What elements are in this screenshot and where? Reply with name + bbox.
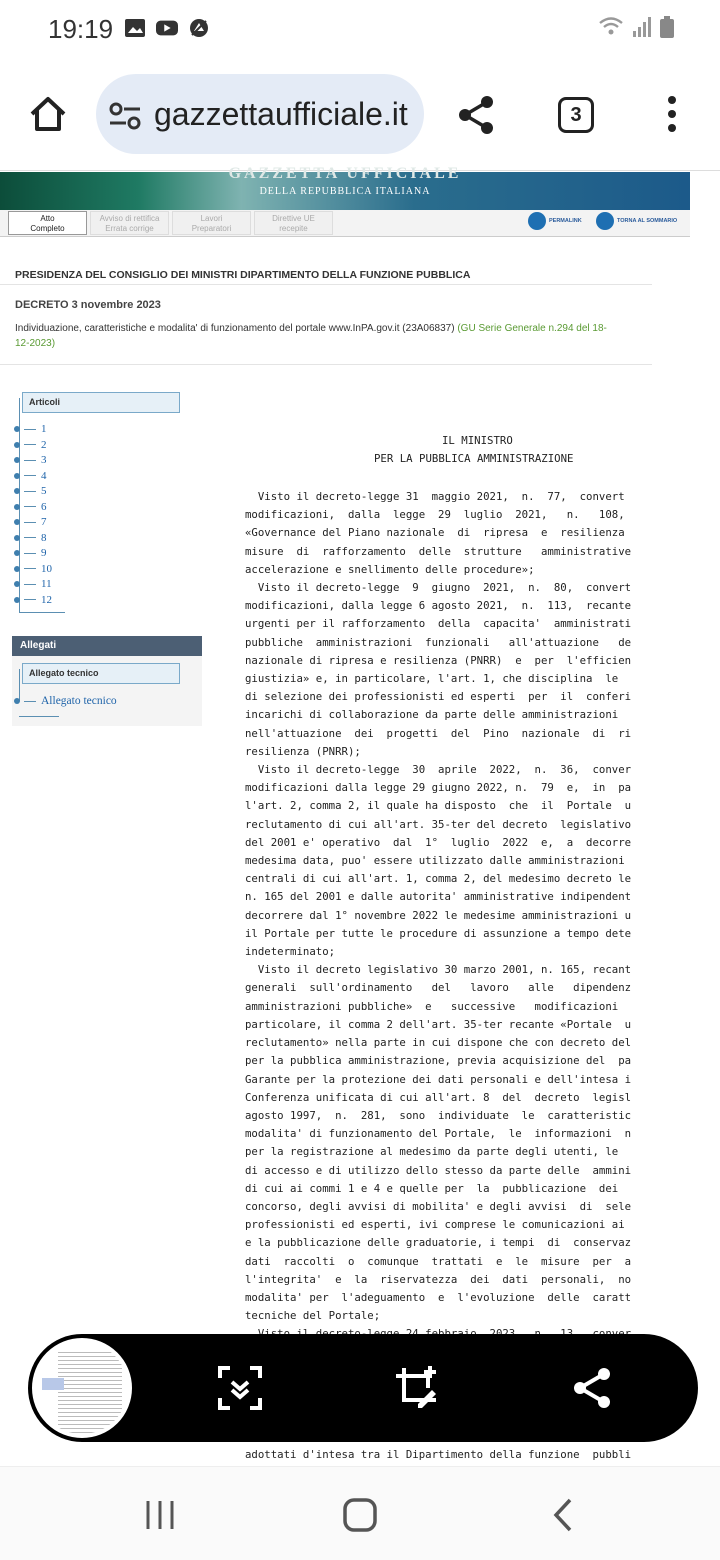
document-line: giustizia» e, in particolare, l'art. 1, che disciplina le	[245, 672, 619, 686]
url-text: gazzettaufficiale.it	[154, 96, 408, 132]
document-line: particolare, il comma 2 dell'art. 35-ter recante «Portale u	[245, 1017, 632, 1031]
document-line: medesima data, puo' essere utilizzato dalle amministrazioni	[245, 854, 625, 868]
document-line: amministrazioni pubbliche» e successive modificazioni	[245, 999, 619, 1013]
articoli-header: Articoli	[22, 392, 180, 413]
document-line: decorrere dal 1° novembre 2022 le medesime amministrazioni u	[245, 908, 632, 922]
signal-icon	[632, 16, 652, 38]
torna-sommario-link[interactable]: TORNA AL SOMMARIO	[596, 212, 677, 230]
document-heading: IL MINISTRO	[442, 434, 513, 447]
scroll-capture-icon[interactable]	[216, 1364, 264, 1412]
recent-apps-icon[interactable]	[142, 1497, 178, 1533]
atto-completo-button[interactable]: Atto Completo	[8, 211, 87, 235]
article-link[interactable]: 8	[14, 532, 47, 544]
article-link[interactable]: 10	[14, 563, 52, 575]
masthead-title: GAZZETTA UFFICIALE	[228, 165, 462, 182]
document-line: agosto 1997, n. 281, sono individuate le caratteristic	[245, 1108, 632, 1122]
document-line: «Governance del Piano nazionale di ripresa e resilienza	[245, 526, 625, 540]
document-line: Visto il decreto-legge 9 giugno 2021, n. 80, convert	[245, 581, 632, 595]
document-line: modalita' di funzionamento del Portale, le informazioni n	[245, 1127, 632, 1141]
article-link[interactable]: 12	[14, 594, 52, 606]
article-link[interactable]: 3	[14, 454, 47, 466]
more-options-icon[interactable]	[668, 96, 678, 132]
youtube-icon	[156, 18, 178, 38]
separator	[0, 364, 652, 365]
clock: 19:19	[48, 14, 114, 44]
article-link[interactable]: 4	[14, 470, 47, 482]
tree-line	[19, 612, 65, 613]
document-line: Visto il decreto legislativo 30 marzo 2001, n. 165, recant	[245, 963, 632, 977]
document-line: Garante per la protezione dei dati personali e dell'intesa i	[245, 1072, 632, 1086]
address-bar[interactable]	[96, 74, 424, 154]
permalink-link[interactable]: PERMALINK	[528, 212, 582, 230]
crop-edit-icon[interactable]	[392, 1364, 440, 1412]
document-line: n. 165 del 2001 e dalle autorita' amministrative indipendent	[245, 890, 632, 904]
document-line: Conferenza unificata di cui all'art. 8 del decreto legisl	[245, 1090, 632, 1104]
article-link[interactable]: 9	[14, 547, 47, 559]
document-line: centrali di cui all'art. 1, comma 2, del medesimo decreto le	[245, 872, 632, 886]
home-icon[interactable]	[28, 94, 68, 134]
article-link[interactable]: 7	[14, 516, 47, 528]
document-line: e la pubblicazione delle graduatorie, i tempi di conservaz	[245, 1236, 632, 1250]
document-toolbar	[0, 210, 690, 237]
document-line: dati raccolti o comunque trattati e le misure per a	[245, 1254, 632, 1268]
permalink-icon	[528, 212, 546, 230]
document-line: di selezione dei professionisti ed esperti per il conferi	[245, 690, 632, 704]
allegato-tecnico-header: Allegato tecnico	[22, 663, 180, 684]
article-link[interactable]: 2	[14, 439, 47, 451]
gu-reference-link[interactable]: (GU Serie Generale n.294 del 18-12-2023)	[15, 323, 607, 349]
back-to-summary-icon	[596, 212, 614, 230]
decree-title: DECRETO 3 novembre 2023	[15, 299, 161, 311]
document-line: reclutamento» nella parte in cui dispone che con decreto del	[245, 1036, 632, 1050]
document-line: per la registrazione al medesimo da parte degli utenti, le	[245, 1145, 619, 1159]
screenshot-thumbnail[interactable]	[32, 1338, 132, 1438]
document-line: nazionale di ripresa e resilienza (PNRR) e per l'efficien	[245, 653, 632, 667]
system-navigation-bar	[0, 1466, 720, 1560]
document-line: resilienza (PNRR);	[245, 744, 361, 758]
document-line: l'art. 2, comma 2, il quale ha disposto che il Portale u	[245, 799, 632, 813]
document-line: Visto il decreto-legge 30 aprile 2022, n. 36, conver	[245, 763, 632, 777]
masthead-subtitle: DELLA REPUBBLICA ITALIANA	[259, 186, 431, 197]
allegati-panel	[12, 636, 202, 726]
document-line: urgenti per il rafforzamento della capacita' amministrati	[245, 617, 632, 631]
decree-description: Individuazione, caratteristiche e modalita' di funzionamento del portale www.InPA.gov.it (23A06837) (GU Serie Generale n.294 del 18-12-2023)	[15, 323, 607, 349]
document-line: del 2001 e' operativo dal 1° luglio 2022 e, a decorre	[245, 835, 632, 849]
document-line: nell'attuazione dei progetti del Pino nazionale di ri	[245, 726, 632, 740]
article-link[interactable]: 11	[14, 578, 52, 590]
site-settings-icon[interactable]	[108, 101, 142, 131]
document-line: di cui ai commi 1 e 4 e quelle per la pubblicazione dei	[245, 1181, 619, 1195]
lavori-preparatori-button[interactable]: Lavori Preparatori	[172, 211, 251, 235]
share-icon[interactable]	[456, 94, 496, 136]
share-screenshot-icon[interactable]	[568, 1364, 616, 1412]
document-line: modificazioni dalla legge 29 giugno 2022, n. 79 e, in pa	[245, 781, 632, 795]
document-line: modificazioni, dalla legge 29 luglio 2021, n. 108,	[245, 508, 625, 522]
document-subheading: PER LA PUBBLICA AMMINISTRAZIONE	[374, 452, 574, 465]
issuing-body: PRESIDENZA DEL CONSIGLIO DEI MINISTRI DIPARTIMENTO DELLA FUNZIONE PUBBLICA	[15, 269, 471, 281]
document-line: generali sull'ordinamento del lavoro alle dipendenz	[245, 981, 632, 995]
document-line: concorso, degli avvisi di mobilita' e degli avvisi di sele	[245, 1199, 632, 1213]
direttive-ue-button[interactable]: Direttive UE recepite	[254, 211, 333, 235]
document-line: professionisti ed esperti, ivi comprese le comunicazioni ai	[245, 1218, 625, 1232]
document-body	[245, 488, 720, 1368]
document-line: adottati d'intesa tra il Dipartimento della funzione pubbli	[245, 1448, 632, 1461]
document-line: il Portale per tutte le procedure di assunzione a tempo dete	[245, 926, 632, 940]
document-line: tecniche del Portale;	[245, 1309, 381, 1323]
gazzetta-masthead	[0, 165, 690, 210]
gallery-icon	[124, 18, 146, 38]
document-line: indeterminato;	[245, 945, 336, 959]
document-line: incarichi di collaborazione da parte delle amministrazioni	[245, 708, 619, 722]
sync-off-icon	[188, 18, 210, 38]
avviso-rettifica-button[interactable]: Avviso di rettifica Errata corrige	[90, 211, 169, 235]
separator	[0, 284, 652, 285]
document-line: Visto il decreto-legge 31 maggio 2021, n. 77, convert	[245, 490, 625, 503]
document-line: l'integrita' e la riservatezza dei dati personali, no	[245, 1272, 632, 1286]
tree-line	[19, 716, 59, 717]
back-icon[interactable]	[546, 1497, 582, 1533]
document-line: per la pubblica amministrazione, previa acquisizione del pa	[245, 1054, 632, 1068]
battery-icon	[660, 16, 674, 38]
article-link[interactable]: 1	[14, 423, 47, 435]
document-line: modificazioni, dalla legge 6 agosto 2021, n. 113, recante	[245, 599, 632, 613]
document-line: di accesso e di utilizzo dello stesso da parte delle ammini	[245, 1163, 632, 1177]
tab-switcher-button[interactable]: 3	[558, 97, 594, 133]
document-line: modalita' per l'adeguamento e l'evoluzione delle caratt	[245, 1290, 632, 1304]
allegato-tecnico-link[interactable]: Allegato tecnico	[14, 695, 117, 707]
article-link[interactable]: 6	[14, 501, 47, 513]
allegati-header: Allegati	[12, 636, 202, 656]
article-link[interactable]: 5	[14, 485, 47, 497]
document-line: reclutamento di cui all'art. 35-ter del decreto legislativo	[245, 817, 632, 831]
document-line: misure di rafforzamento delle strutture amministrative	[245, 544, 632, 558]
document-line: pubbliche amministrazioni funzionali all'attuazione de	[245, 635, 632, 649]
screenshot-toolbar	[28, 1334, 698, 1442]
browser-toolbar	[0, 60, 720, 170]
wifi-icon	[598, 16, 624, 38]
status-bar	[0, 0, 720, 60]
home-button-icon[interactable]	[342, 1497, 378, 1533]
document-line: accelerazione e snellimento delle procedure»;	[245, 562, 535, 576]
